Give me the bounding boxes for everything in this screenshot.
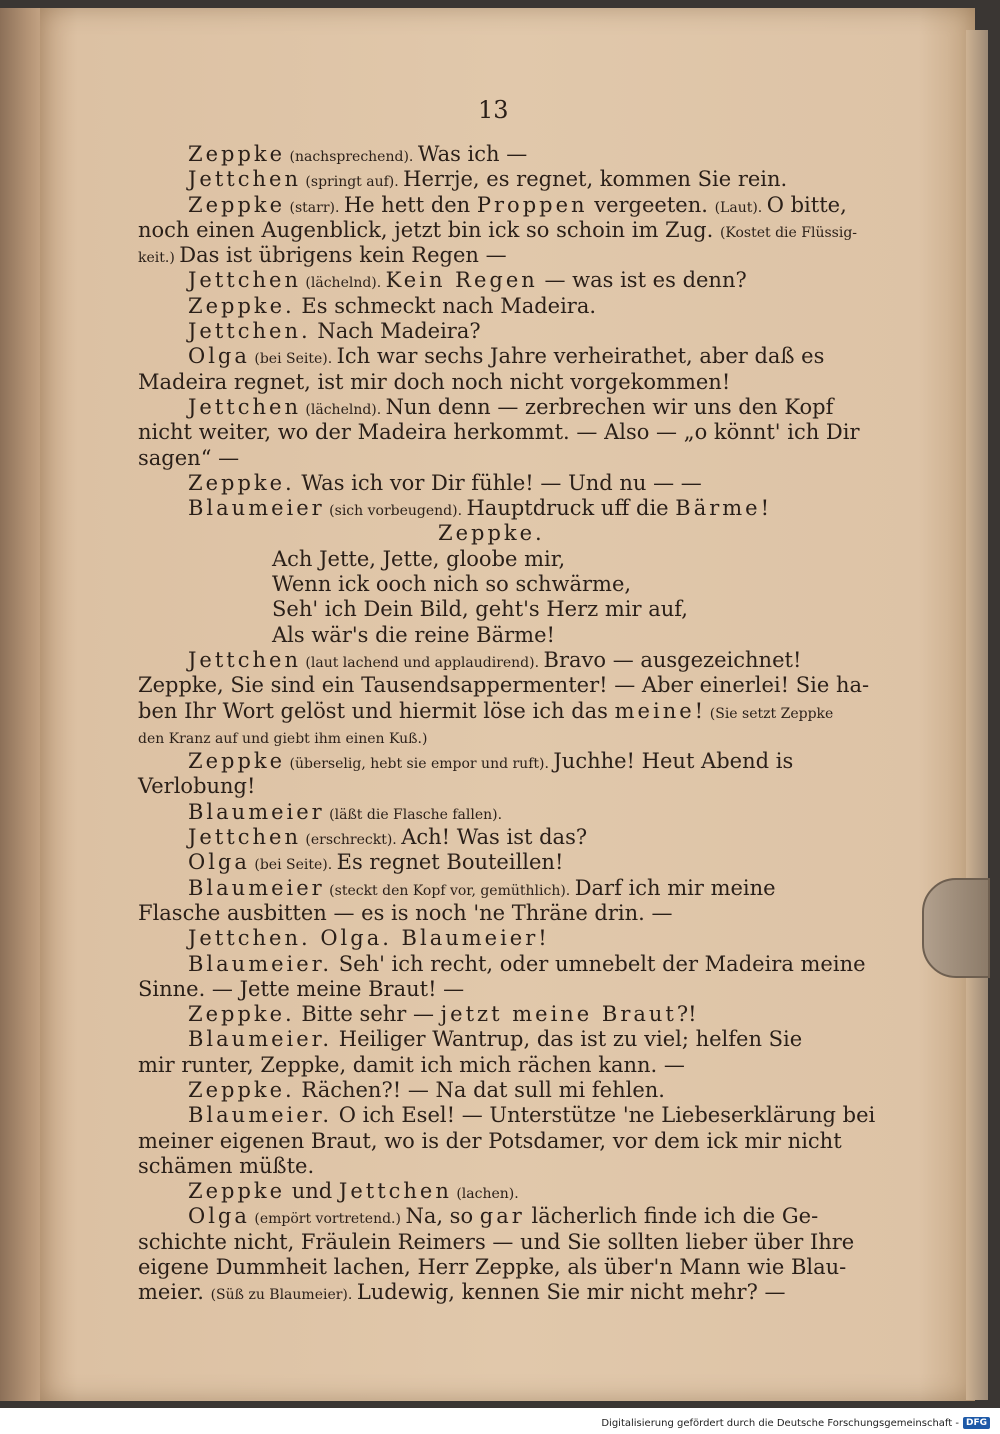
- text-segment: schichte nicht, Fräulein Reimers — und Sie sollten lieber über Ihre: [138, 1229, 855, 1254]
- stage-direction: (bei Seite).: [249, 857, 337, 874]
- text-line: [138, 370, 838, 395]
- text-segment: Seh' ich Dein Bild, geht's Herz mir auf,: [272, 597, 688, 622]
- speaker-name: Proppen: [476, 192, 588, 217]
- text-segment: Es schmeckt nach Madeira.: [294, 293, 597, 318]
- speaker-name: Blaumeier.: [188, 951, 333, 976]
- text-line: [138, 268, 838, 293]
- speaker-name: Jettchen.: [188, 319, 311, 344]
- text-segment: ?!: [676, 1002, 697, 1027]
- text-line: [138, 1027, 838, 1052]
- speaker-name: Zeppke.: [188, 1077, 295, 1102]
- text-segment: Ich war sechs Jahre verheirathet, aber daß es: [336, 344, 825, 369]
- text-line: [138, 1103, 876, 1128]
- page-edge: [966, 30, 988, 1400]
- text-segment: meiner eigenen Braut, wo is der Potsdamer, vor dem ick mir nicht: [138, 1128, 842, 1153]
- stage-direction: (Kostet die Flüssig-: [719, 224, 858, 241]
- speaker-name: Jettchen: [188, 167, 301, 192]
- dfg-logo: DFG: [963, 1417, 990, 1429]
- stage-direction: (sich vorbeugend).: [324, 503, 467, 520]
- text-line: [138, 977, 838, 1002]
- text-line: [138, 420, 860, 445]
- text-line: [138, 344, 838, 369]
- text-line: [138, 1002, 838, 1027]
- speaker-name: Blaumeier: [188, 496, 325, 521]
- stage-direction: (nachsprechend).: [285, 149, 418, 165]
- speaker-name: Olga: [188, 1204, 250, 1229]
- text-segment: Das ist übrigens kein Regen —: [179, 243, 507, 268]
- digitization-credit: [601, 1417, 990, 1429]
- speaker-name: Jettchen: [338, 1179, 452, 1204]
- text-line: [138, 1078, 838, 1103]
- speaker-name: Zeppke: [188, 1179, 286, 1204]
- text-segment: lächerlich finde ich die Ge-: [524, 1204, 819, 1229]
- text-segment: He hett den: [343, 192, 477, 217]
- text-line: [138, 572, 838, 597]
- text-segment: Seh' ich recht, oder umnebelt der Madeira meine: [332, 951, 866, 976]
- stage-direction: (springt auf).: [300, 174, 404, 191]
- page-text: [138, 142, 876, 1306]
- speaker-name: meine: [614, 698, 695, 723]
- text-segment: Heiliger Wantrup, das ist zu viel; helfen Sie: [332, 1027, 803, 1052]
- text-segment: Rächen?! — Na dat sull mi fehlen.: [294, 1077, 665, 1102]
- text-segment: Nun denn — zerbrechen wir uns den Kopf: [385, 394, 834, 419]
- text-segment: !: [694, 698, 710, 723]
- speaker-name: Jettchen: [188, 394, 301, 419]
- text-line: [138, 319, 838, 344]
- text-line: [138, 901, 838, 926]
- text-line: [138, 496, 838, 521]
- stage-direction: (empört vortretend.): [249, 1211, 406, 1228]
- text-segment: O ich Esel! — Unterstütze 'ne Liebeserklärung bei: [332, 1103, 876, 1128]
- text-line: [138, 243, 838, 268]
- stage-direction: (lächelnd).: [300, 401, 386, 418]
- text-line: [138, 217, 858, 243]
- speaker-name: Olga: [188, 850, 250, 875]
- text-line: [138, 850, 838, 875]
- text-line: [138, 1229, 855, 1255]
- speaker-name: Zeppke: [188, 192, 286, 217]
- stage-direction: (lächelnd).: [300, 275, 386, 292]
- speaker-name: Blaumeier: [188, 875, 325, 900]
- text-line: [138, 699, 838, 724]
- text-segment: Madeira regnet, ist mir doch noch nicht vorgekommen!: [138, 369, 731, 394]
- text-segment: — was ist es denn?: [537, 268, 747, 293]
- text-line: [138, 167, 838, 192]
- stage-direction: (Laut).: [714, 199, 767, 216]
- text-line: [138, 1179, 838, 1204]
- text-segment: Herrje, es regnet, kommen Sie rein.: [403, 167, 788, 192]
- speaker-name: Zeppke: [188, 749, 286, 774]
- text-line: [138, 1053, 838, 1078]
- text-segment: Ludewig, kennen Sie mir nicht mehr? —: [356, 1280, 786, 1305]
- text-line: [138, 673, 870, 698]
- text-line: [138, 926, 838, 951]
- text-segment: Als wär's die reine Bärme!: [272, 622, 555, 647]
- text-line: [138, 951, 866, 977]
- stage-direction: (starr).: [285, 199, 344, 216]
- page-number: 13: [478, 96, 509, 124]
- text-segment: Zeppke, Sie sind ein Tausendsappermenter! — Aber einerlei! Sie ha-: [138, 673, 870, 698]
- text-segment: und: [285, 1179, 339, 1204]
- text-line: [138, 724, 838, 749]
- text-line: [138, 623, 838, 648]
- text-line: [138, 192, 847, 218]
- stage-direction: (laut lachend und applaudirend).: [300, 654, 544, 671]
- text-segment: schämen müßte.: [138, 1153, 315, 1178]
- speaker-name: Zeppke.: [188, 293, 295, 318]
- text-segment: mir runter, Zeppke, damit ich mich rächen kann. —: [138, 1052, 685, 1077]
- text-segment: ben Ihr Wort gelöst und hiermit löse ich das: [138, 698, 615, 723]
- text-segment: Bitte sehr —: [294, 1002, 441, 1027]
- text-segment: meier.: [138, 1280, 211, 1305]
- speaker-name: jetzt meine Braut: [440, 1002, 677, 1027]
- speaker-name: Blaumeier: [188, 799, 325, 824]
- text-segment: O bitte,: [766, 192, 847, 217]
- text-line: [138, 774, 838, 799]
- text-segment: Ach! Was ist das?: [401, 825, 588, 850]
- text-line: [138, 547, 838, 572]
- stage-direction: den Kranz auf und giebt ihm einen Kuß.): [138, 730, 428, 747]
- stage-direction: (erschreckt).: [300, 832, 402, 849]
- text-line: [138, 471, 838, 496]
- text-line: [138, 1128, 842, 1154]
- stage-direction: (steckt den Kopf vor, gemüthlich).: [324, 882, 575, 899]
- speaker-name: Jettchen: [188, 268, 301, 293]
- text-line: [138, 1280, 838, 1305]
- speaker-name: Blaumeier.: [188, 1027, 333, 1052]
- text-segment: Es regnet Bouteillen!: [336, 850, 564, 875]
- stage-direction: (überselig, hebt sie empor und ruft).: [285, 756, 554, 773]
- speaker-name: gar: [479, 1204, 525, 1229]
- text-segment: Na, so: [405, 1204, 480, 1229]
- speaker-name: Olga: [188, 344, 250, 369]
- text-line: [138, 1204, 838, 1229]
- text-segment: Nach Madeira?: [310, 319, 481, 344]
- text-segment: Was ich —: [417, 142, 528, 166]
- text-line: [138, 521, 838, 546]
- stage-direction: (Süß zu Blaumeier).: [210, 1287, 357, 1304]
- text-segment: vergeeten.: [587, 192, 715, 217]
- credit-text: Digitalisierung gefördert durch die Deutsche Forschungsgemeinschaft -: [601, 1417, 959, 1429]
- text-segment: eigene Dummheit lachen, Herr Zeppke, als über'n Mann wie Blau-: [138, 1255, 847, 1280]
- text-line: [138, 749, 838, 774]
- text-segment: nicht weiter, wo der Madeira herkommt. — Also — „o könnt' ich Dir: [138, 420, 860, 445]
- speaker-name: Zeppke.: [188, 1002, 295, 1027]
- speaker-name: Zeppke.: [438, 521, 545, 546]
- text-segment: Ach Jette, Jette, gloobe mir,: [272, 546, 566, 571]
- text-segment: Sinne. — Jette meine Braut! —: [138, 976, 465, 1001]
- text-segment: Juchhe! Heut Abend is: [553, 749, 794, 774]
- speaker-name: Jettchen: [188, 647, 301, 672]
- text-line: [138, 876, 838, 901]
- text-segment: noch einen Augenblick, jetzt bin ick so schoin im Zug.: [138, 217, 720, 242]
- text-segment: Was ich vor Dir fühle! — Und nu — —: [294, 470, 702, 495]
- text-segment: Verlobung!: [138, 774, 256, 799]
- text-segment: Wenn ick ooch nich so schwärme,: [272, 572, 632, 597]
- text-line: [138, 395, 838, 420]
- text-line: [138, 446, 838, 471]
- page-clip: [922, 878, 990, 978]
- speaker-name: Kein Regen: [385, 268, 538, 293]
- speaker-name: Zeppke.: [188, 470, 295, 495]
- speaker-name: Jettchen: [188, 825, 301, 850]
- stage-direction: (lachen).: [451, 1186, 519, 1203]
- text-line: [138, 1255, 847, 1280]
- text-line: [138, 825, 838, 850]
- stage-direction: (läßt die Flasche fallen).: [324, 806, 503, 823]
- text-line: [138, 597, 838, 622]
- text-segment: sagen“ —: [138, 445, 240, 470]
- stage-direction: keit.): [138, 250, 180, 267]
- text-segment: !: [760, 496, 770, 521]
- text-segment: Bravo — ausgezeichnet!: [543, 647, 802, 672]
- text-line: [138, 1154, 838, 1179]
- text-segment: Darf ich mir meine: [574, 875, 776, 900]
- speaker-name: Bärme: [675, 496, 761, 521]
- text-line: [138, 648, 838, 673]
- text-line: [138, 142, 838, 167]
- speaker-name: Zeppke: [188, 142, 286, 166]
- text-segment: Flasche ausbitten — es is noch 'ne Thräne drin. —: [138, 900, 673, 925]
- text-line: [138, 800, 838, 825]
- text-segment: Hauptdruck uff die: [466, 496, 676, 521]
- text-line: [138, 294, 838, 319]
- stage-direction: (Sie setzt Zeppke: [709, 705, 834, 722]
- speaker-name: Blaumeier.: [188, 1103, 333, 1128]
- stage-direction: (bei Seite).: [249, 351, 337, 368]
- speaker-name: Jettchen. Olga. Blaumeier!: [188, 926, 550, 951]
